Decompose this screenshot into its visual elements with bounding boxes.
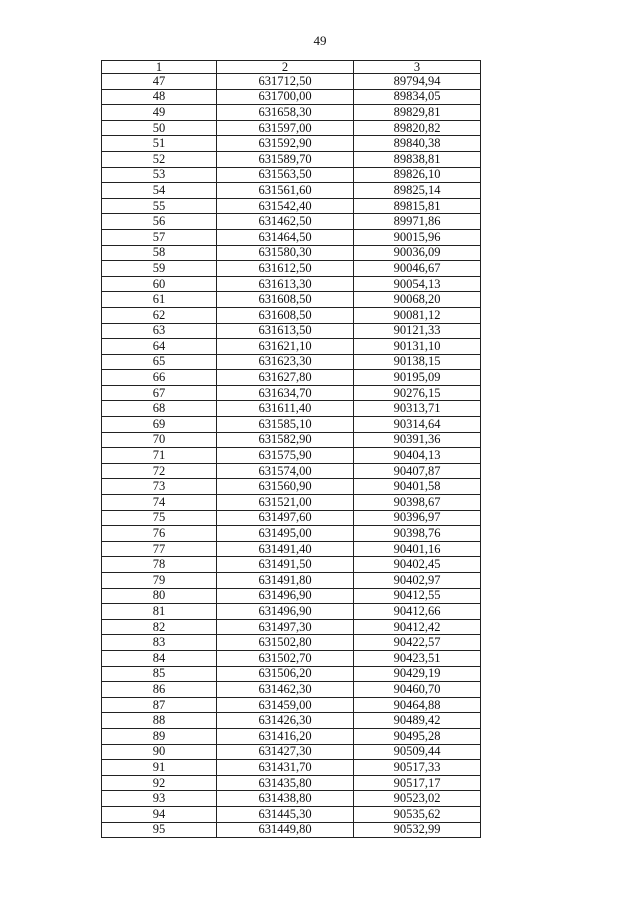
y-coordinate-cell: 89820,82 bbox=[354, 120, 481, 136]
y-coordinate-cell: 90412,55 bbox=[354, 588, 481, 604]
y-coordinate-cell: 89838,81 bbox=[354, 151, 481, 167]
table-row bbox=[102, 385, 481, 401]
point-number-cell: 80 bbox=[102, 588, 217, 604]
x-coordinate-cell: 631426,30 bbox=[217, 713, 354, 729]
table-row bbox=[102, 276, 481, 292]
y-coordinate-cell: 90404,13 bbox=[354, 448, 481, 464]
table-row bbox=[102, 806, 481, 822]
y-coordinate-cell: 90423,51 bbox=[354, 650, 481, 666]
point-number-cell: 65 bbox=[102, 354, 217, 370]
point-number-cell: 91 bbox=[102, 760, 217, 776]
table-row bbox=[102, 791, 481, 807]
point-number-cell: 58 bbox=[102, 245, 217, 261]
y-coordinate-cell: 90402,45 bbox=[354, 557, 481, 573]
table-row bbox=[102, 635, 481, 651]
point-number-cell: 79 bbox=[102, 573, 217, 589]
x-coordinate-cell: 631445,30 bbox=[217, 806, 354, 822]
x-coordinate-cell: 631658,30 bbox=[217, 105, 354, 121]
table-row bbox=[102, 432, 481, 448]
table-row bbox=[102, 650, 481, 666]
column-header: 3 bbox=[354, 61, 481, 74]
y-coordinate-cell: 90131,10 bbox=[354, 339, 481, 355]
table-row bbox=[102, 588, 481, 604]
table-row bbox=[102, 557, 481, 573]
point-number-cell: 77 bbox=[102, 541, 217, 557]
y-coordinate-cell: 89825,14 bbox=[354, 183, 481, 199]
point-number-cell: 68 bbox=[102, 401, 217, 417]
y-coordinate-cell: 90412,66 bbox=[354, 604, 481, 620]
y-coordinate-cell: 90464,88 bbox=[354, 697, 481, 713]
y-coordinate-cell: 90517,17 bbox=[354, 775, 481, 791]
table-row bbox=[102, 573, 481, 589]
point-number-cell: 66 bbox=[102, 370, 217, 386]
point-number-cell: 72 bbox=[102, 463, 217, 479]
y-coordinate-cell: 90402,97 bbox=[354, 573, 481, 589]
y-coordinate-cell: 90015,96 bbox=[354, 229, 481, 245]
column-header: 1 bbox=[102, 61, 217, 74]
y-coordinate-cell: 89794,94 bbox=[354, 74, 481, 90]
point-number-cell: 78 bbox=[102, 557, 217, 573]
x-coordinate-cell: 631502,80 bbox=[217, 635, 354, 651]
table-row bbox=[102, 105, 481, 121]
coordinates-table bbox=[101, 60, 481, 838]
y-coordinate-cell: 90068,20 bbox=[354, 292, 481, 308]
x-coordinate-cell: 631427,30 bbox=[217, 744, 354, 760]
x-coordinate-cell: 631521,00 bbox=[217, 495, 354, 511]
table-row bbox=[102, 417, 481, 433]
y-coordinate-cell: 90314,64 bbox=[354, 417, 481, 433]
x-coordinate-cell: 631542,40 bbox=[217, 198, 354, 214]
point-number-cell: 64 bbox=[102, 339, 217, 355]
table-row bbox=[102, 744, 481, 760]
table-row bbox=[102, 713, 481, 729]
page-number: 49 bbox=[313, 33, 327, 48]
y-coordinate-cell: 89829,81 bbox=[354, 105, 481, 121]
point-number-cell: 82 bbox=[102, 619, 217, 635]
point-number-cell: 63 bbox=[102, 323, 217, 339]
table-row bbox=[102, 760, 481, 776]
table-row bbox=[102, 619, 481, 635]
x-coordinate-cell: 631613,50 bbox=[217, 323, 354, 339]
table-row bbox=[102, 448, 481, 464]
point-number-cell: 69 bbox=[102, 417, 217, 433]
x-coordinate-cell: 631462,30 bbox=[217, 682, 354, 698]
y-coordinate-cell: 90412,42 bbox=[354, 619, 481, 635]
x-coordinate-cell: 631627,80 bbox=[217, 370, 354, 386]
x-coordinate-cell: 631502,70 bbox=[217, 650, 354, 666]
table-row bbox=[102, 339, 481, 355]
point-number-cell: 81 bbox=[102, 604, 217, 620]
y-coordinate-cell: 90121,33 bbox=[354, 323, 481, 339]
x-coordinate-cell: 631597,00 bbox=[217, 120, 354, 136]
x-coordinate-cell: 631712,50 bbox=[217, 74, 354, 90]
y-coordinate-cell: 90532,99 bbox=[354, 822, 481, 838]
y-coordinate-cell: 90523,02 bbox=[354, 791, 481, 807]
table-row bbox=[102, 541, 481, 557]
x-coordinate-cell: 631464,50 bbox=[217, 229, 354, 245]
point-number-cell: 47 bbox=[102, 74, 217, 90]
x-coordinate-cell: 631608,50 bbox=[217, 307, 354, 323]
x-coordinate-cell: 631496,90 bbox=[217, 588, 354, 604]
y-coordinate-cell: 89834,05 bbox=[354, 89, 481, 105]
y-coordinate-cell: 90429,19 bbox=[354, 666, 481, 682]
point-number-cell: 48 bbox=[102, 89, 217, 105]
column-header: 2 bbox=[217, 61, 354, 74]
point-number-cell: 51 bbox=[102, 136, 217, 152]
y-coordinate-cell: 90401,58 bbox=[354, 479, 481, 495]
point-number-cell: 76 bbox=[102, 526, 217, 542]
x-coordinate-cell: 631582,90 bbox=[217, 432, 354, 448]
x-coordinate-cell: 631623,30 bbox=[217, 354, 354, 370]
x-coordinate-cell: 631561,60 bbox=[217, 183, 354, 199]
y-coordinate-cell: 90195,09 bbox=[354, 370, 481, 386]
x-coordinate-cell: 631416,20 bbox=[217, 728, 354, 744]
x-coordinate-cell: 631621,10 bbox=[217, 339, 354, 355]
table-row bbox=[102, 604, 481, 620]
y-coordinate-cell: 89840,38 bbox=[354, 136, 481, 152]
x-coordinate-cell: 631495,00 bbox=[217, 526, 354, 542]
y-coordinate-cell: 90138,15 bbox=[354, 354, 481, 370]
point-number-cell: 90 bbox=[102, 744, 217, 760]
point-number-cell: 57 bbox=[102, 229, 217, 245]
point-number-cell: 94 bbox=[102, 806, 217, 822]
x-coordinate-cell: 631574,00 bbox=[217, 463, 354, 479]
y-coordinate-cell: 90535,62 bbox=[354, 806, 481, 822]
point-number-cell: 86 bbox=[102, 682, 217, 698]
table-row bbox=[102, 728, 481, 744]
table-row bbox=[102, 495, 481, 511]
y-coordinate-cell: 90517,33 bbox=[354, 760, 481, 776]
table-row bbox=[102, 74, 481, 90]
table-row bbox=[102, 120, 481, 136]
point-number-cell: 93 bbox=[102, 791, 217, 807]
table-row bbox=[102, 183, 481, 199]
table-row bbox=[102, 697, 481, 713]
point-number-cell: 62 bbox=[102, 307, 217, 323]
y-coordinate-cell: 89826,10 bbox=[354, 167, 481, 183]
point-number-cell: 92 bbox=[102, 775, 217, 791]
table-row bbox=[102, 307, 481, 323]
table-row bbox=[102, 354, 481, 370]
y-coordinate-cell: 90391,36 bbox=[354, 432, 481, 448]
table-row bbox=[102, 261, 481, 277]
point-number-cell: 56 bbox=[102, 214, 217, 230]
x-coordinate-cell: 631613,30 bbox=[217, 276, 354, 292]
x-coordinate-cell: 631497,60 bbox=[217, 510, 354, 526]
y-coordinate-cell: 90495,28 bbox=[354, 728, 481, 744]
y-coordinate-cell: 90396,97 bbox=[354, 510, 481, 526]
table-row bbox=[102, 682, 481, 698]
point-number-cell: 95 bbox=[102, 822, 217, 838]
x-coordinate-cell: 631560,90 bbox=[217, 479, 354, 495]
point-number-cell: 71 bbox=[102, 448, 217, 464]
y-coordinate-cell: 90313,71 bbox=[354, 401, 481, 417]
x-coordinate-cell: 631580,30 bbox=[217, 245, 354, 261]
point-number-cell: 70 bbox=[102, 432, 217, 448]
x-coordinate-cell: 631459,00 bbox=[217, 697, 354, 713]
y-coordinate-cell: 90036,09 bbox=[354, 245, 481, 261]
y-coordinate-cell: 90276,15 bbox=[354, 385, 481, 401]
point-number-cell: 61 bbox=[102, 292, 217, 308]
x-coordinate-cell: 631611,40 bbox=[217, 401, 354, 417]
y-coordinate-cell: 90422,57 bbox=[354, 635, 481, 651]
x-coordinate-cell: 631496,90 bbox=[217, 604, 354, 620]
table-row bbox=[102, 151, 481, 167]
table-row bbox=[102, 214, 481, 230]
table-row bbox=[102, 167, 481, 183]
x-coordinate-cell: 631435,80 bbox=[217, 775, 354, 791]
table-row bbox=[102, 245, 481, 261]
table-row bbox=[102, 229, 481, 245]
x-coordinate-cell: 631700,00 bbox=[217, 89, 354, 105]
point-number-cell: 88 bbox=[102, 713, 217, 729]
point-number-cell: 89 bbox=[102, 728, 217, 744]
point-number-cell: 55 bbox=[102, 198, 217, 214]
y-coordinate-cell: 90081,12 bbox=[354, 307, 481, 323]
table-row bbox=[102, 666, 481, 682]
x-coordinate-cell: 631491,80 bbox=[217, 573, 354, 589]
table-row bbox=[102, 822, 481, 838]
point-number-cell: 50 bbox=[102, 120, 217, 136]
point-number-cell: 49 bbox=[102, 105, 217, 121]
y-coordinate-cell: 90401,16 bbox=[354, 541, 481, 557]
y-coordinate-cell: 90407,87 bbox=[354, 463, 481, 479]
x-coordinate-cell: 631431,70 bbox=[217, 760, 354, 776]
y-coordinate-cell: 90054,13 bbox=[354, 276, 481, 292]
table-row bbox=[102, 136, 481, 152]
x-coordinate-cell: 631462,50 bbox=[217, 214, 354, 230]
point-number-cell: 54 bbox=[102, 183, 217, 199]
x-coordinate-cell: 631497,30 bbox=[217, 619, 354, 635]
table-row bbox=[102, 479, 481, 495]
table-row bbox=[102, 401, 481, 417]
y-coordinate-cell: 90489,42 bbox=[354, 713, 481, 729]
table-row bbox=[102, 323, 481, 339]
x-coordinate-cell: 631589,70 bbox=[217, 151, 354, 167]
x-coordinate-cell: 631438,80 bbox=[217, 791, 354, 807]
table-row bbox=[102, 292, 481, 308]
point-number-cell: 53 bbox=[102, 167, 217, 183]
x-coordinate-cell: 631585,10 bbox=[217, 417, 354, 433]
table-row bbox=[102, 370, 481, 386]
x-coordinate-cell: 631608,50 bbox=[217, 292, 354, 308]
table-body bbox=[102, 74, 481, 838]
x-coordinate-cell: 631506,20 bbox=[217, 666, 354, 682]
point-number-cell: 73 bbox=[102, 479, 217, 495]
y-coordinate-cell: 90509,44 bbox=[354, 744, 481, 760]
table-header-row bbox=[102, 61, 481, 74]
y-coordinate-cell: 90398,67 bbox=[354, 495, 481, 511]
point-number-cell: 67 bbox=[102, 385, 217, 401]
point-number-cell: 87 bbox=[102, 697, 217, 713]
y-coordinate-cell: 89815,81 bbox=[354, 198, 481, 214]
table-row bbox=[102, 463, 481, 479]
x-coordinate-cell: 631491,40 bbox=[217, 541, 354, 557]
x-coordinate-cell: 631634,70 bbox=[217, 385, 354, 401]
point-number-cell: 83 bbox=[102, 635, 217, 651]
x-coordinate-cell: 631491,50 bbox=[217, 557, 354, 573]
table-row bbox=[102, 775, 481, 791]
table-row bbox=[102, 510, 481, 526]
x-coordinate-cell: 631563,50 bbox=[217, 167, 354, 183]
table-row bbox=[102, 89, 481, 105]
x-coordinate-cell: 631449,80 bbox=[217, 822, 354, 838]
point-number-cell: 84 bbox=[102, 650, 217, 666]
y-coordinate-cell: 90460,70 bbox=[354, 682, 481, 698]
y-coordinate-cell: 90046,67 bbox=[354, 261, 481, 277]
point-number-cell: 74 bbox=[102, 495, 217, 511]
table-row bbox=[102, 526, 481, 542]
x-coordinate-cell: 631612,50 bbox=[217, 261, 354, 277]
y-coordinate-cell: 90398,76 bbox=[354, 526, 481, 542]
point-number-cell: 75 bbox=[102, 510, 217, 526]
x-coordinate-cell: 631575,90 bbox=[217, 448, 354, 464]
point-number-cell: 85 bbox=[102, 666, 217, 682]
point-number-cell: 60 bbox=[102, 276, 217, 292]
point-number-cell: 59 bbox=[102, 261, 217, 277]
point-number-cell: 52 bbox=[102, 151, 217, 167]
table-row bbox=[102, 198, 481, 214]
x-coordinate-cell: 631592,90 bbox=[217, 136, 354, 152]
y-coordinate-cell: 89971,86 bbox=[354, 214, 481, 230]
